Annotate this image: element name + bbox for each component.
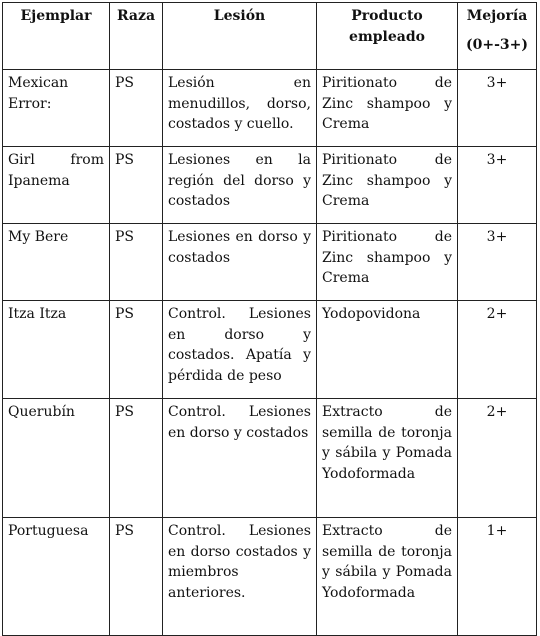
cell-producto: Piritionato de Zinc shampoo y Crema bbox=[317, 224, 458, 301]
cell-lesion: Control. Lesiones en dorso y costados. Apatía y pérdida de peso bbox=[163, 301, 317, 399]
cell-mejoria: 3+ bbox=[458, 70, 537, 147]
cell-lesion: Lesiones en dorso y costados bbox=[163, 224, 317, 301]
cell-raza: PS bbox=[110, 399, 163, 518]
cell-producto: Yodopovidona bbox=[317, 301, 458, 399]
cell-producto: Extracto de semilla de toronja y sábila y Pomada Yodoformada bbox=[317, 399, 458, 518]
table-row bbox=[3, 70, 537, 147]
table-row bbox=[3, 399, 537, 518]
header-lesion: Lesión bbox=[163, 3, 317, 70]
cell-lesion: Lesiones en la región del dorso y costados bbox=[163, 147, 317, 224]
header-ejemplar: Ejemplar bbox=[3, 3, 110, 70]
table-row bbox=[3, 518, 537, 636]
header-mejoria bbox=[458, 3, 537, 70]
header-raza: Raza bbox=[110, 3, 163, 70]
treatment-table bbox=[2, 2, 537, 636]
header-mejoria-label: Mejoría bbox=[466, 8, 528, 24]
cell-mejoria: 2+ bbox=[458, 399, 537, 518]
cell-raza: PS bbox=[110, 301, 163, 399]
cell-raza: PS bbox=[110, 224, 163, 301]
cell-ejemplar: Mexican Error: bbox=[3, 70, 110, 147]
cell-ejemplar: My Bere bbox=[3, 224, 110, 301]
cell-ejemplar: Portuguesa bbox=[3, 518, 110, 636]
cell-raza: PS bbox=[110, 518, 163, 636]
header-mejoria-scale: (0+-3+) bbox=[465, 36, 528, 53]
table-row bbox=[3, 224, 537, 301]
cell-lesion: Lesión en menudillos, dorso, costados y cuello. bbox=[163, 70, 317, 147]
cell-producto: Extracto de semilla de toronja y sábila y Pomada Yodoformada bbox=[317, 518, 458, 636]
cell-ejemplar: Girl from Ipanema bbox=[3, 147, 110, 224]
cell-raza: PS bbox=[110, 147, 163, 224]
cell-lesion: Control. Lesiones en dorso y costados bbox=[163, 399, 317, 518]
cell-mejoria: 2+ bbox=[458, 301, 537, 399]
cell-mejoria: 1+ bbox=[458, 518, 537, 636]
table-row bbox=[3, 301, 537, 399]
table-header-row bbox=[3, 3, 537, 70]
header-producto: Producto empleado bbox=[317, 3, 458, 70]
cell-producto: Piritionato de Zinc shampoo y Crema bbox=[317, 70, 458, 147]
cell-ejemplar: Itza Itza bbox=[3, 301, 110, 399]
cell-raza: PS bbox=[110, 70, 163, 147]
cell-ejemplar: Querubín bbox=[3, 399, 110, 518]
table-row bbox=[3, 147, 537, 224]
cell-mejoria: 3+ bbox=[458, 147, 537, 224]
cell-producto: Piritionato de Zinc shampoo y Crema bbox=[317, 147, 458, 224]
cell-lesion: Control. Lesiones en dorso costados y miembros anteriores. bbox=[163, 518, 317, 636]
cell-mejoria: 3+ bbox=[458, 224, 537, 301]
